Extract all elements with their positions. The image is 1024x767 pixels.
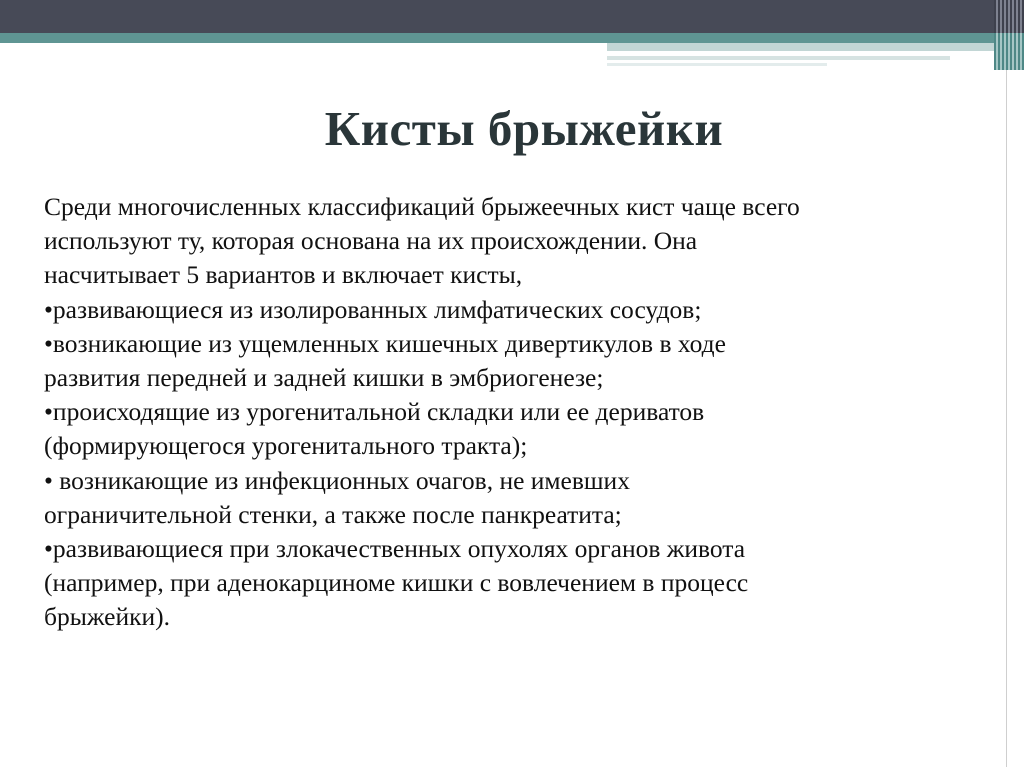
body-line: используют ту, которая основана на их происхождении. Она	[44, 226, 698, 256]
header-light-line	[607, 56, 950, 60]
slide-title: Кисты брыжейки	[324, 101, 724, 156]
slide-right-border	[1006, 70, 1007, 767]
header-stripes-teal	[994, 33, 1024, 70]
bullet-continuation: брыжейки).	[44, 602, 171, 632]
bullet-continuation: (формирующегося урогенитального тракта);	[44, 431, 528, 461]
bullet-continuation: ограничительной стенки, а также после панкреатита;	[44, 499, 622, 529]
bullet-continuation: (например, при аденокарциноме кишки с вовлечением в процесс	[44, 568, 749, 598]
header-light-band	[607, 43, 1024, 51]
header-light-line-thin	[607, 63, 827, 66]
header-dark-band	[0, 0, 1024, 33]
body-line: Среди многочисленных классификаций брыжеечных кист чаще всего	[44, 192, 800, 221]
bullet-continuation: развития передней и задней кишки в эмбриогенезе;	[44, 363, 604, 393]
body-line: насчитывает 5 вариантов и включает кисты,	[44, 260, 523, 290]
bullet-line: •развивающиеся при злокачественных опухолях органов живота	[44, 534, 746, 564]
bullet-line: •возникающие из ущемленных кишечных дивертикулов в ходе	[44, 328, 726, 358]
slide-body-text	[44, 190, 994, 635]
bullet-line: •происходящие из урогенитальной складки или ее дериватов	[44, 397, 705, 427]
bullet-line: • возникающие из инфекционных очагов, не имевших	[44, 465, 630, 495]
header-teal-band	[0, 33, 1024, 43]
bullet-line: •развивающиеся из изолированных лимфатических сосудов;	[44, 294, 702, 324]
